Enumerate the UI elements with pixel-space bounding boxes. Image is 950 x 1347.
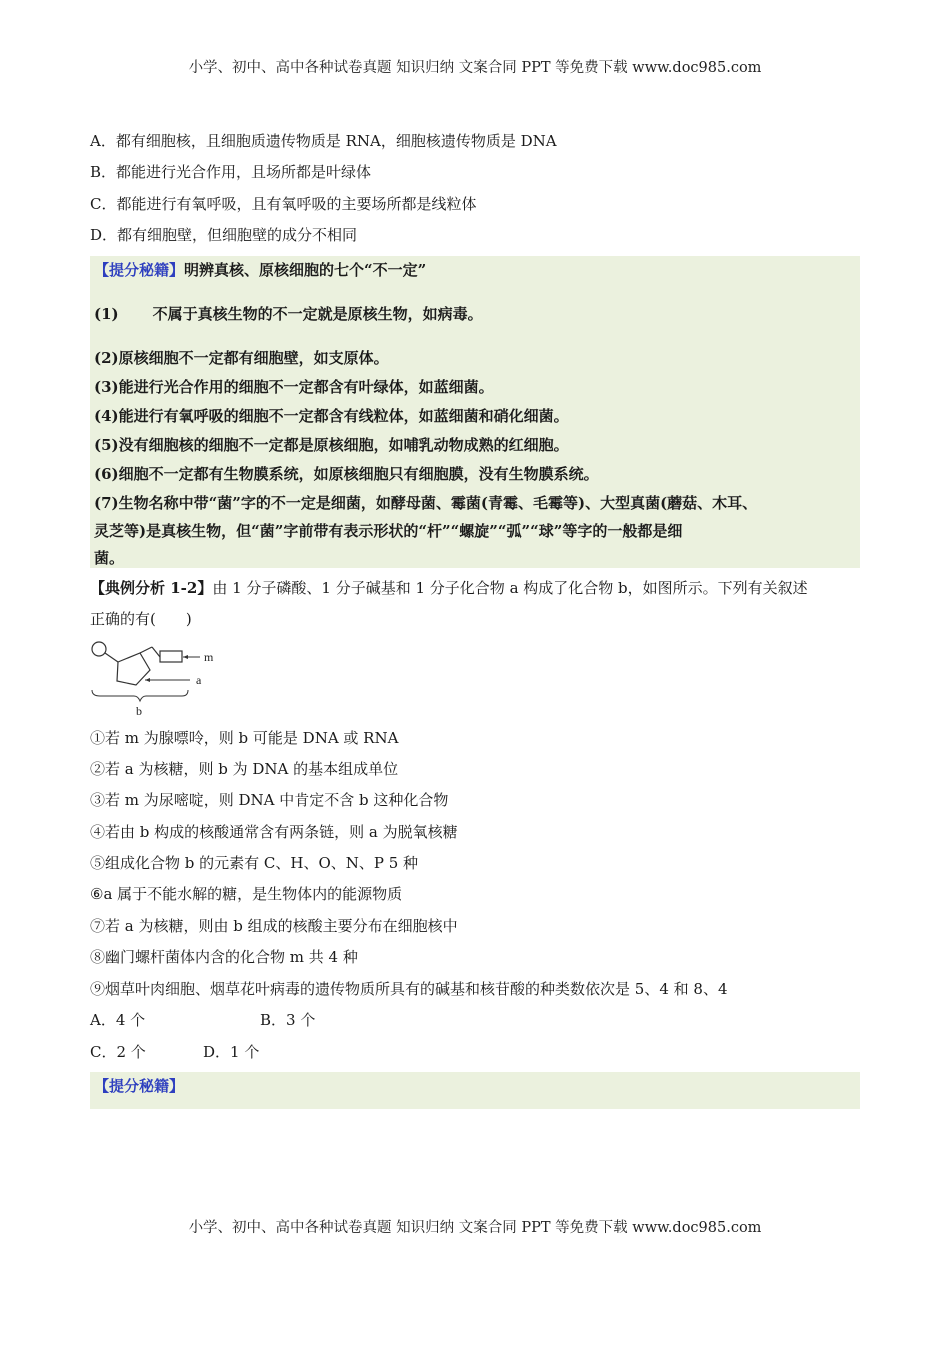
- tip-item-6: (6)细胞不一定都有生物膜系统，如原核细胞只有细胞膜，没有生物膜系统。: [94, 465, 599, 483]
- option-d: D．都有细胞壁，但细胞壁的成分不相同: [90, 226, 358, 244]
- tip-item-7-line-2: 灵芝等)是真核生物，但“菌”字前带有表示形状的“杆”“螺旋”“弧”“球”等字的一般都是细: [94, 522, 683, 540]
- tip-item-7-line-1: (7)生物名称中带“菌”字的不一定是细菌，如酵母菌、霉菌(青霉、毛霉等)、大型真菌(蘑菇、木耳、: [94, 494, 758, 512]
- tip-item-5: (5)没有细胞核的细胞不一定都是原核细胞，如哺乳动物成熟的红细胞。: [94, 436, 569, 454]
- tip-item-3: (3)能进行光合作用的细胞不一定都含有叶绿体，如蓝细菌。: [94, 378, 494, 396]
- label-a: a: [196, 673, 202, 687]
- tip-item-1-text: 不属于真核生物的不一定就是原核生物，如病毒。: [152, 305, 483, 323]
- phosphate-bond: [105, 653, 118, 662]
- label-b: b: [136, 704, 142, 718]
- statement-3: ③若 m 为尿嘧啶，则 DNA 中肯定不含 b 这种化合物: [90, 791, 449, 809]
- tip-item-4: (4)能进行有氧呼吸的细胞不一定都含有线粒体，如蓝细菌和硝化细菌。: [94, 407, 569, 425]
- tip-2-heading: [94, 1076, 184, 1096]
- example-stem-line-1: [90, 578, 808, 598]
- statement-8: ⑧幽门螺杆菌体内含的化合物 m 共 4 种: [90, 948, 358, 966]
- tip-tag: 【提分秘籍】: [94, 261, 185, 279]
- example-stem-line-2: 正确的有( ): [90, 610, 192, 628]
- statement-5: ⑤组成化合物 b 的元素有 C、H、O、N、P 5 种: [90, 854, 419, 872]
- arrow-m-head: [183, 655, 188, 659]
- statement-1: ①若 m 为腺嘌呤，则 b 可能是 DNA 或 RNA: [90, 729, 399, 747]
- answer-option-c: C．2 个: [90, 1043, 146, 1061]
- phosphate-circle: [92, 642, 106, 656]
- arrow-a-head: [145, 678, 150, 682]
- tip-item-1: [94, 304, 483, 324]
- tip-box-2: [90, 1072, 860, 1109]
- option-c: C．都能进行有氧呼吸，且有氧呼吸的主要场所都是线粒体: [90, 195, 477, 213]
- nucleotide-diagram: [90, 638, 230, 718]
- tip-item-1-num: (1): [94, 305, 119, 323]
- brace-b: [92, 690, 188, 701]
- page-header: 小学、初中、高中各种试卷真题 知识归纳 文案合同 PPT 等免费下载 www.doc985.com: [188, 60, 762, 76]
- statement-9: ⑨烟草叶肉细胞、烟草花叶病毒的遗传物质所具有的碱基和核苷酸的种类数依次是 5、4 和 8、4: [90, 980, 728, 998]
- tip-heading: [94, 260, 426, 280]
- statement-2: ②若 a 为核糖，则 b 为 DNA 的基本组成单位: [90, 760, 399, 778]
- answer-option-a: A．4 个: [90, 1011, 146, 1029]
- statement-7: ⑦若 a 为核糖，则由 b 组成的核酸主要分布在细胞核中: [90, 917, 458, 935]
- page-footer: 小学、初中、高中各种试卷真题 知识归纳 文案合同 PPT 等免费下载 www.doc985.com: [188, 1220, 762, 1236]
- tip-2-tag: 【提分秘籍】: [94, 1077, 185, 1095]
- base-rect: [160, 651, 182, 662]
- label-m: m: [204, 650, 214, 664]
- tip-title: 明辨真核、原核细胞的七个“不一定”: [184, 261, 427, 279]
- base-bond-2: [152, 647, 160, 657]
- answer-option-b: B．3 个: [260, 1011, 316, 1029]
- tip-item-7-line-3: 菌。: [94, 549, 125, 567]
- example-stem-text: 由 1 分子磷酸、1 分子碱基和 1 分子化合物 a 构成了化合物 b，如图所示。下列有关叙述: [212, 579, 808, 597]
- tip-box-1: [90, 256, 860, 568]
- answer-option-d: D．1 个: [203, 1043, 260, 1061]
- option-a: A．都有细胞核，且细胞质遗传物质是 RNA，细胞核遗传物质是 DNA: [90, 132, 557, 150]
- statement-4: ④若由 b 构成的核酸通常含有两条链，则 a 为脱氧核糖: [90, 823, 458, 841]
- base-bond: [140, 647, 152, 653]
- tip-item-2: (2)原核细胞不一定都有细胞壁，如支原体。: [94, 349, 389, 367]
- option-b: B．都能进行光合作用，且场所都是叶绿体: [90, 163, 372, 181]
- statement-6: ⑥a 属于不能水解的糖，是生物体内的能源物质: [90, 885, 403, 903]
- example-tag: 【典例分析 1-2】: [90, 579, 213, 597]
